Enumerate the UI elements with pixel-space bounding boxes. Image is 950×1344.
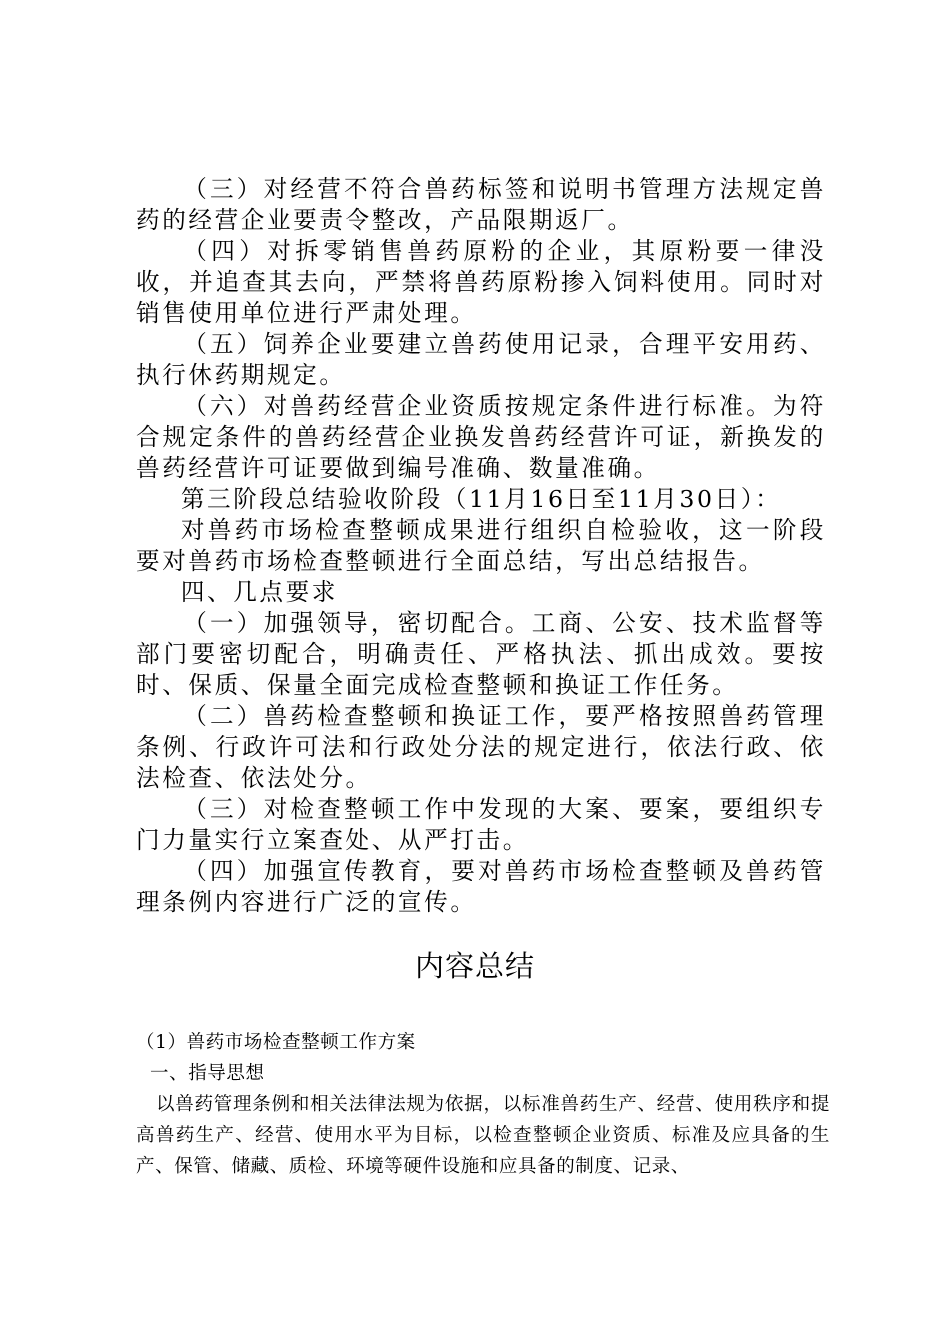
paragraph-publicity: （四）加强宣传教育，要对兽药市场检查整顿及兽药管理条例内容进行广泛的宣传。: [136, 857, 826, 916]
paragraph-major-cases: （三）对检查整顿工作中发现的大案、要案，要组织专门力量实行立案查处、从严打击。: [136, 795, 826, 854]
paragraph-legal-basis: （二）兽药检查整顿和换证工作，要严格按照兽药管理条例、行政许可法和行政处分法的规定进行，依法行政、依法检查、依法处分。: [136, 702, 826, 792]
summary-body: 以兽药管理条例和相关法律法规为依据，以标准兽药生产、经营、使用秩序和提高兽药生产、经营、使用水平为目标，以检查整顿企业资质、标准及应具备的生产、保管、储藏、质检、环境等硬件设施和应具备的制度、记录、: [136, 1094, 830, 1177]
paragraph-leadership: （一）加强领导，密切配合。工商、公安、技术监督等部门要密切配合，明确责任、严格执法、抓出成效。要按时、保质、保量全面完成检查整顿和换证工作任务。: [136, 609, 826, 699]
summary-section: [136, 1027, 830, 1182]
main-text: [136, 174, 826, 918]
summary-section-title: 一、指导思想: [150, 1063, 265, 1084]
paragraph-self-check: 对兽药市场检查整顿成果进行组织自检验收，这一阶段要对兽药市场检查整顿进行全面总结，写出总结报告。: [136, 516, 826, 575]
paragraph-raw-powder: （四）对拆零销售兽药原粉的企业，其原粉要一律没收，并追查其去向，严禁将兽药原粉掺入饲料使用。同时对销售使用单位进行严肃处理。: [136, 237, 826, 327]
paragraph-usage-records: （五）饲养企业要建立兽药使用记录，合理平安用药、执行休药期规定。: [136, 330, 826, 389]
summary-item-title: （1）兽药市场检查整顿工作方案: [136, 1032, 416, 1053]
summary-heading: 内容总结: [414, 949, 535, 983]
paragraph-management-labels: （三）对经营不符合兽药标签和说明书管理方法规定兽药的经营企业要责令整改，产品限期返厂。: [136, 175, 826, 234]
paragraph-phase-three: 第三阶段总结验收阶段（11月16日至11月30日）：: [180, 485, 782, 513]
paragraph-license-renewal: （六）对兽药经营企业资质按规定条件进行标准。为符合规定条件的兽药经营企业换发兽药经营许可证，新换发的兽药经营许可证要做到编号准确、数量准确。: [136, 392, 826, 482]
section-heading-requirements: 四、几点要求: [180, 578, 338, 606]
